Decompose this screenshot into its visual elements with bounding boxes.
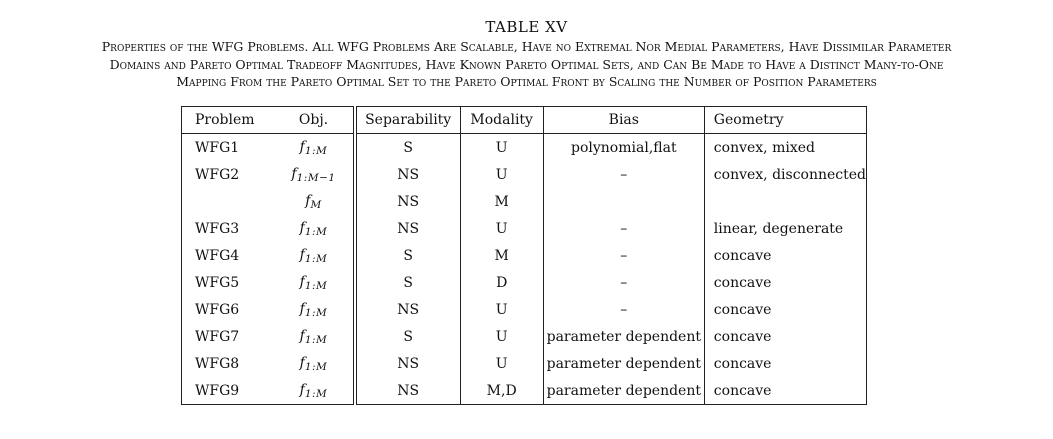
obj-symbol: f bbox=[305, 192, 311, 209]
obj-symbol: f bbox=[299, 273, 305, 290]
cell-bias: parameter dependent bbox=[543, 323, 704, 350]
table-row bbox=[182, 215, 867, 242]
cell-separability: NS bbox=[355, 188, 460, 215]
cell-bias: – bbox=[543, 296, 704, 323]
obj-symbol: f bbox=[299, 300, 305, 317]
table-row bbox=[182, 134, 867, 162]
table-row bbox=[182, 242, 867, 269]
cell-separability: NS bbox=[355, 350, 460, 377]
cell-problem: WFG5 bbox=[195, 274, 240, 291]
header-row bbox=[182, 107, 867, 134]
cell-modality: D bbox=[460, 269, 543, 296]
cell-separability: NS bbox=[355, 377, 460, 405]
obj-subscript: 1:M bbox=[304, 225, 328, 238]
cell-separability: NS bbox=[355, 215, 460, 242]
cell-separability: S bbox=[355, 269, 460, 296]
cell-modality: U bbox=[460, 161, 543, 188]
cell-separability: NS bbox=[355, 296, 460, 323]
cell-geometry: concave bbox=[713, 328, 772, 345]
cell-bias: polynomial,flat bbox=[543, 134, 704, 162]
cell-geometry: concave bbox=[713, 274, 772, 291]
cell-modality: M,D bbox=[460, 377, 543, 405]
cell-modality: U bbox=[460, 215, 543, 242]
table-row bbox=[182, 296, 867, 323]
cell-problem: WFG9 bbox=[195, 382, 240, 399]
cell-obj bbox=[274, 161, 354, 188]
obj-symbol: f bbox=[299, 381, 305, 398]
cell-problem: WFG7 bbox=[195, 328, 240, 345]
cell-obj bbox=[274, 269, 354, 296]
cell-obj bbox=[274, 296, 354, 323]
obj-symbol: f bbox=[291, 165, 297, 182]
cell-geometry: concave bbox=[713, 355, 772, 372]
cell-modality: U bbox=[460, 134, 543, 162]
caption-line: Mapping From the Pareto Optimal Set to the Pareto Optimal Front by Scaling the Number of Position Parameters bbox=[176, 74, 877, 89]
table-row bbox=[182, 377, 867, 405]
cell-geometry: concave bbox=[713, 301, 772, 318]
cell-bias: – bbox=[543, 242, 704, 269]
table-row bbox=[182, 188, 867, 215]
header-modality: Modality bbox=[460, 107, 543, 134]
cell-bias: parameter dependent bbox=[543, 377, 704, 405]
cell-problem: WFG6 bbox=[195, 301, 240, 318]
cell-geometry: convex, mixed bbox=[713, 139, 815, 156]
header-problem: Problem bbox=[182, 107, 275, 134]
caption-line: Domains and Pareto Optimal Tradeoff Magnitudes, Have Known Pareto Optimal Sets, and Can Be Made to Have a Distinct Many-to-One bbox=[109, 56, 944, 72]
cell-problem: WFG1 bbox=[195, 139, 240, 156]
cell-obj bbox=[274, 188, 354, 215]
cell-modality: M bbox=[460, 242, 543, 269]
obj-subscript: 1:M bbox=[304, 360, 328, 373]
cell-problem: WFG2 bbox=[195, 166, 240, 183]
cell-separability: S bbox=[355, 323, 460, 350]
cell-obj bbox=[274, 350, 354, 377]
caption-line: Properties of the WFG Problems. All WFG Problems Are Scalable, Have no Extremal Nor Medial Parameters, Have Dissimilar Parameter bbox=[101, 39, 952, 54]
cell-problem bbox=[182, 188, 275, 215]
cell-obj bbox=[274, 323, 354, 350]
obj-subscript: 1:M bbox=[304, 144, 328, 157]
cell-bias: parameter dependent bbox=[543, 350, 704, 377]
header-obj: Obj. bbox=[274, 107, 354, 134]
cell-bias: – bbox=[543, 269, 704, 296]
obj-subscript: 1:M bbox=[304, 306, 328, 319]
obj-subscript: 1:M bbox=[304, 252, 328, 265]
obj-symbol: f bbox=[299, 327, 305, 344]
cell-modality: M bbox=[460, 188, 543, 215]
table-row bbox=[182, 350, 867, 377]
obj-subscript: M bbox=[310, 198, 322, 211]
obj-symbol: f bbox=[299, 138, 305, 155]
obj-subscript: 1:M bbox=[304, 333, 328, 346]
cell-geometry: concave bbox=[713, 382, 772, 399]
table-row bbox=[182, 323, 867, 350]
cell-separability: S bbox=[355, 242, 460, 269]
cell-modality: U bbox=[460, 350, 543, 377]
cell-problem: WFG3 bbox=[195, 220, 240, 237]
obj-subscript: 1:M bbox=[304, 387, 328, 400]
header-bias: Bias bbox=[543, 107, 704, 134]
cell-separability: NS bbox=[355, 161, 460, 188]
cell-geometry bbox=[704, 188, 866, 215]
cell-bias: – bbox=[543, 161, 704, 188]
cell-problem: WFG4 bbox=[195, 247, 240, 264]
cell-obj bbox=[274, 215, 354, 242]
obj-subscript: 1:M bbox=[304, 279, 328, 292]
cell-problem: WFG8 bbox=[195, 355, 240, 372]
obj-subscript: 1:M−1 bbox=[296, 171, 336, 184]
cell-modality: U bbox=[460, 296, 543, 323]
header-geometry: Geometry bbox=[704, 107, 866, 134]
cell-geometry: linear, degenerate bbox=[713, 220, 844, 237]
cell-geometry: convex, disconnected bbox=[713, 166, 866, 183]
cell-obj bbox=[274, 242, 354, 269]
obj-symbol: f bbox=[299, 246, 305, 263]
cell-separability: S bbox=[355, 134, 460, 162]
cell-bias bbox=[543, 188, 704, 215]
cell-obj bbox=[274, 134, 354, 162]
table-row bbox=[182, 161, 867, 188]
table-number: TABLE XV bbox=[485, 18, 568, 36]
table-caption bbox=[10, 38, 1043, 91]
cell-bias: – bbox=[543, 215, 704, 242]
cell-geometry: concave bbox=[713, 247, 772, 264]
obj-symbol: f bbox=[299, 354, 305, 371]
cell-modality: U bbox=[460, 323, 543, 350]
wfg-properties-table bbox=[181, 106, 867, 405]
cell-obj bbox=[274, 377, 354, 405]
header-separability: Separability bbox=[355, 107, 460, 134]
obj-symbol: f bbox=[299, 219, 305, 236]
table-row bbox=[182, 269, 867, 296]
